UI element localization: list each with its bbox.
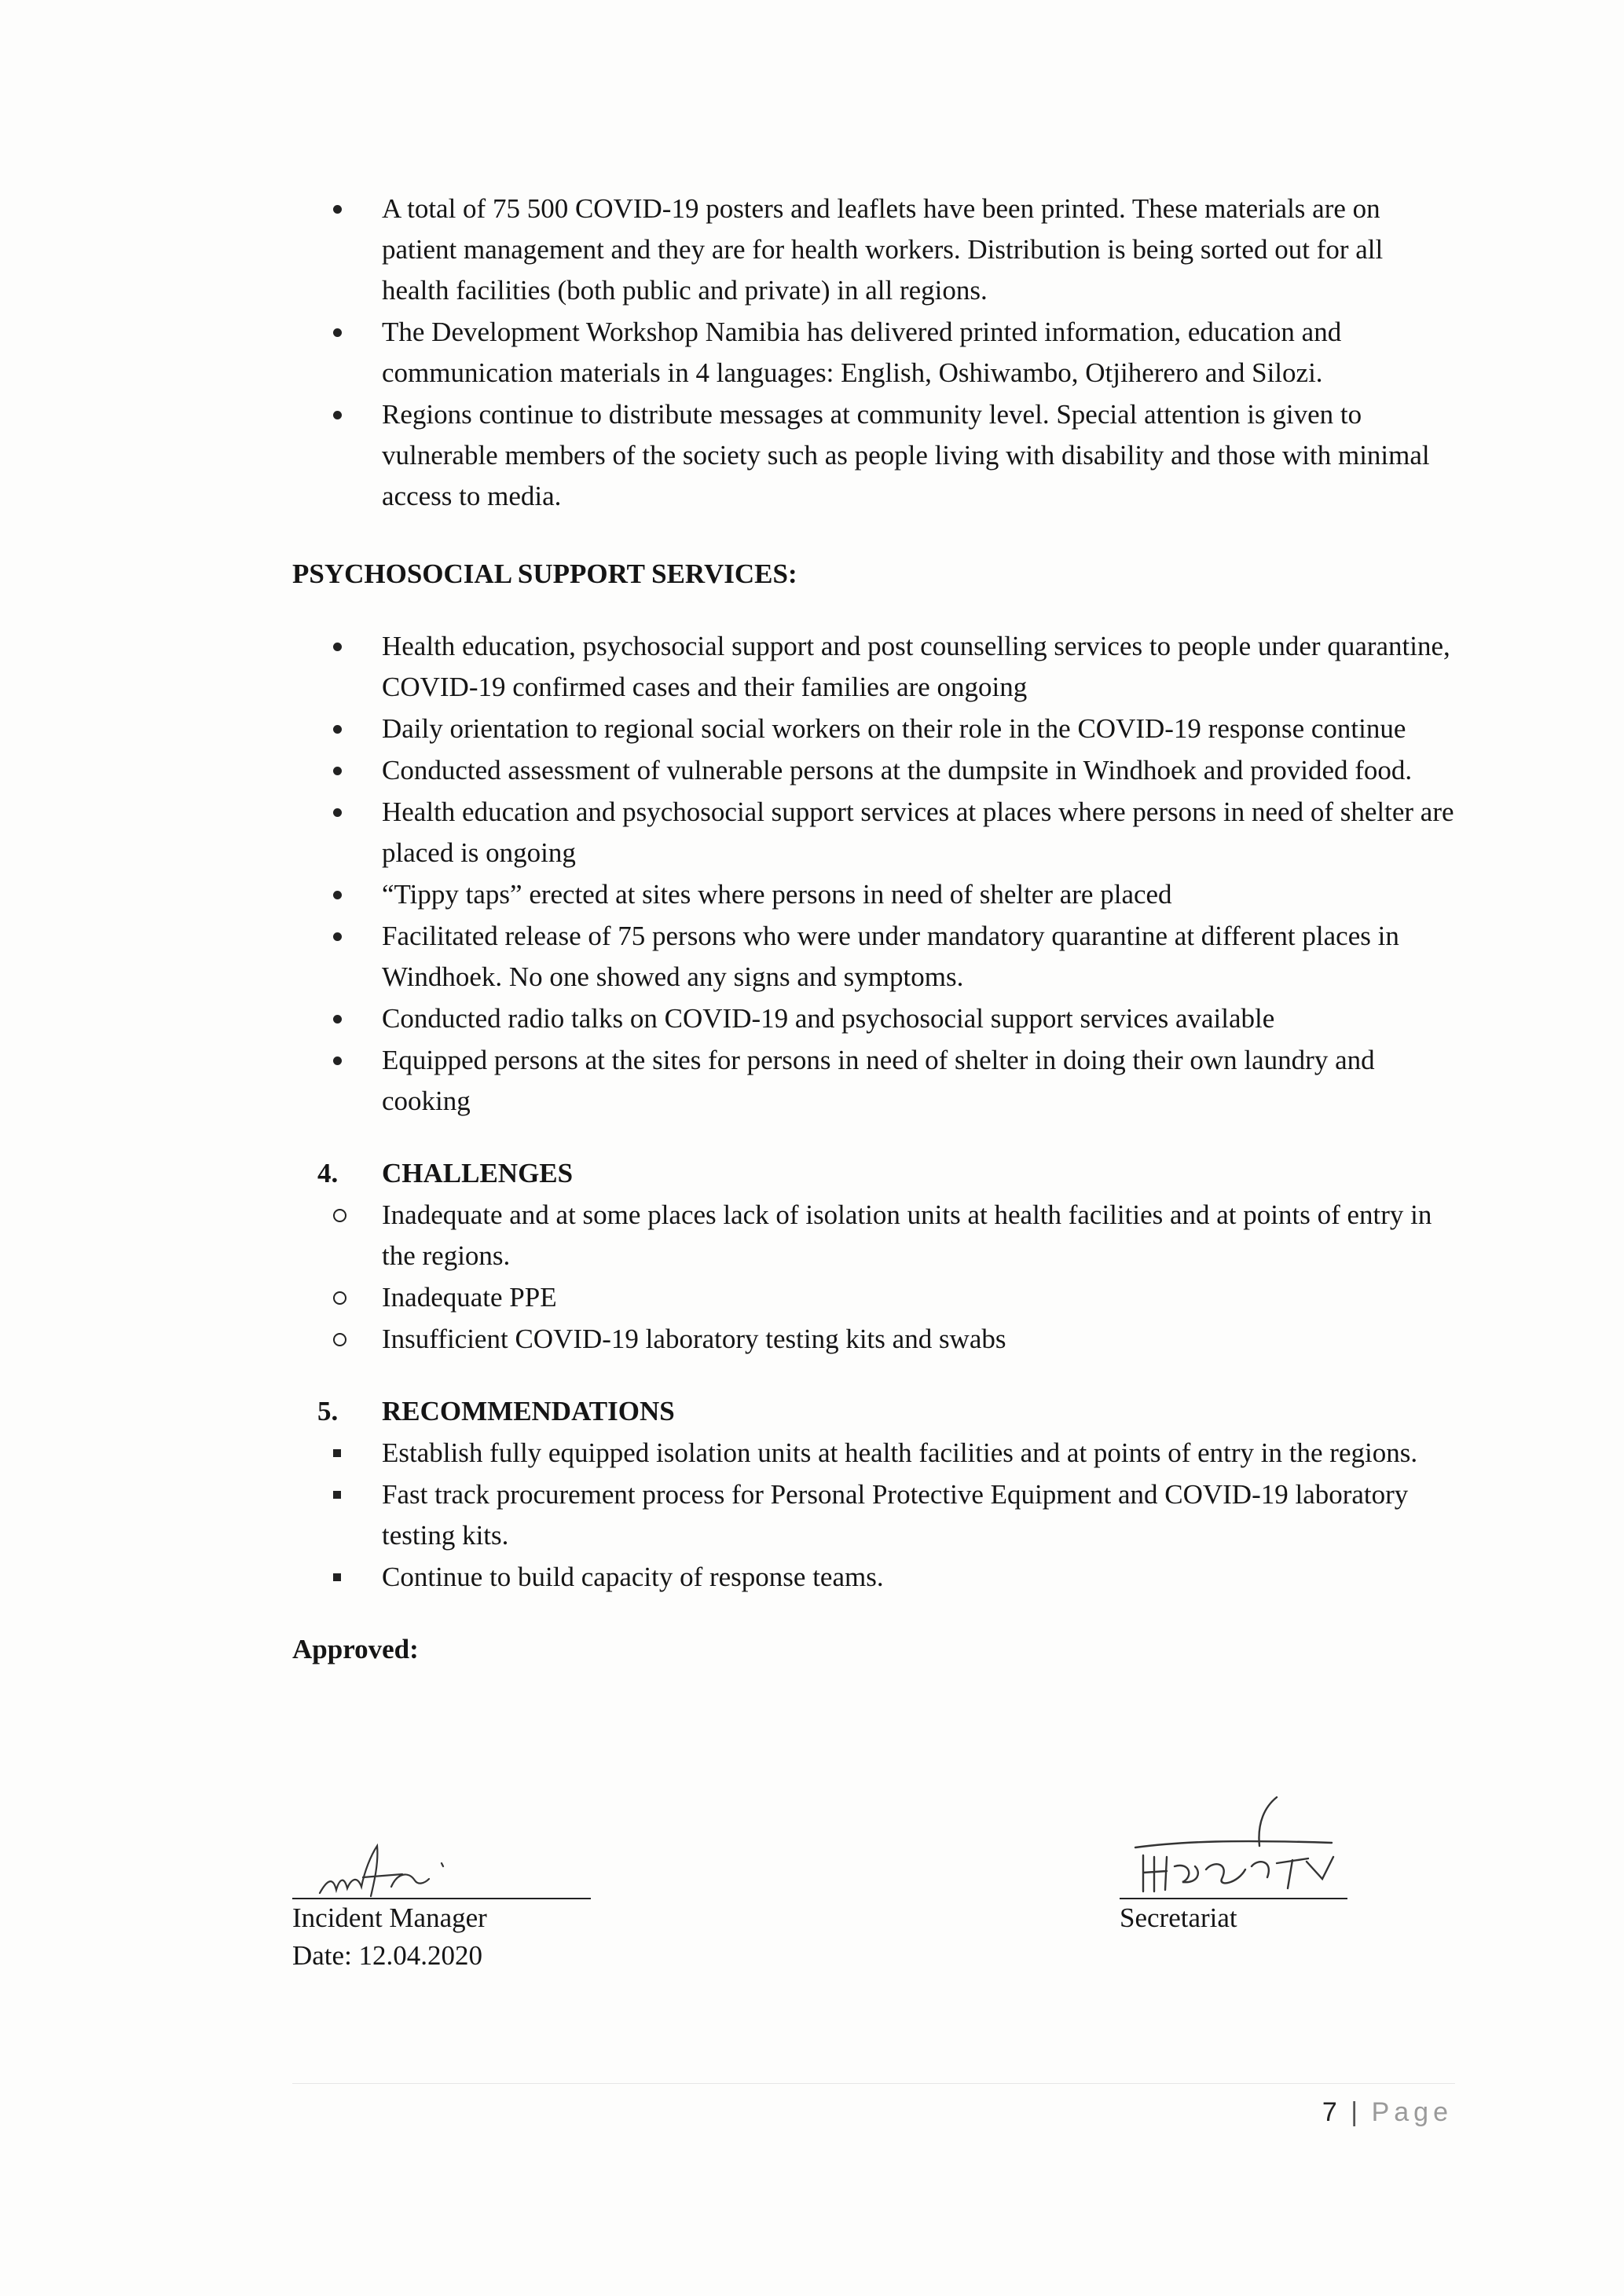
approval-date: Date: 12.04.2020: [292, 1940, 483, 1971]
page-number: 7 | Page: [1322, 2097, 1453, 2127]
list-item: Conducted radio talks on COVID-19 and psychosocial support services available: [292, 998, 1455, 1039]
list-item: Health education, psychosocial support and post counselling services to people under quarantine, COVID-19 confirmed cases and their families are ongoing: [292, 626, 1455, 708]
challenges-heading: 4. CHALLENGES: [317, 1158, 574, 1188]
list-item: Regions continue to distribute messages at community level. Special attention is given to vulnerable members of the society such as people living with disability and those with minimal access to media.: [292, 394, 1455, 517]
intro-list: [292, 189, 1455, 517]
psychosocial-list: [292, 626, 1455, 1122]
recommendations-heading: 5. RECOMMENDATIONS: [317, 1396, 675, 1426]
approved-label: Approved:: [292, 1634, 419, 1664]
bullet-circle-icon: [333, 1277, 365, 1318]
list-item: Establish fully equipped isolation units at health facilities and at points of entry in the regions.: [292, 1433, 1455, 1474]
bullet-dot-icon: [333, 792, 365, 833]
incident-manager-signature-block: [292, 1816, 591, 1975]
bullet-dot-icon: [333, 394, 365, 435]
bullet-circle-icon: [333, 1195, 365, 1236]
secretariat-signature-block: [1120, 1791, 1347, 1937]
list-item: Health education and psychosocial support services at places where persons in need of shelter are placed is ongoing: [292, 792, 1455, 873]
list-item: A total of 75 500 COVID-19 posters and leaflets have been printed. These materials are on patient management and they are for health workers. Distribution is being sorted out for all health facilities (both public and private) in all regions.: [292, 189, 1455, 311]
recommendations-section: [292, 1391, 1455, 1598]
list-item: The Development Workshop Namibia has delivered printed information, education and communication materials in 4 languages: English, Oshiwambo, Otjiherero and Silozi.: [292, 312, 1455, 394]
bullet-dot-icon: [333, 916, 365, 957]
list-item: “Tippy taps” erected at sites where persons in need of shelter are placed: [292, 874, 1455, 915]
challenges-section: [292, 1153, 1455, 1360]
secretariat-role: Secretariat: [1120, 1902, 1237, 1933]
bullet-dot-icon: [333, 1040, 365, 1081]
page-content: [292, 189, 1455, 1697]
bullet-square-icon: [333, 1433, 365, 1474]
bullet-dot-icon: [333, 874, 365, 915]
list-item: Daily orientation to regional social workers on their role in the COVID-19 response continue: [292, 709, 1455, 749]
handwritten-signature-icon: [316, 1840, 489, 1902]
list-item: Inadequate and at some places lack of isolation units at health facilities and at points of entry in the regions.: [292, 1195, 1455, 1276]
list-item: Equipped persons at the sites for persons in need of shelter in doing their own laundry and cooking: [292, 1040, 1455, 1122]
bullet-dot-icon: [333, 189, 365, 229]
footer-divider: [292, 2083, 1455, 2084]
list-item: Insufficient COVID-19 laboratory testing kits and swabs: [292, 1319, 1455, 1360]
list-item: Fast track procurement process for Personal Protective Equipment and COVID-19 laboratory testing kits.: [292, 1474, 1455, 1556]
list-item: Inadequate PPE: [292, 1277, 1455, 1318]
bullet-square-icon: [333, 1474, 365, 1515]
handwritten-signature-icon: [1120, 1791, 1347, 1898]
signature-line: [1120, 1791, 1347, 1899]
bullet-circle-icon: [333, 1319, 365, 1360]
challenges-list: [292, 1195, 1455, 1360]
signature-line: [292, 1816, 591, 1899]
incident-manager-role: Incident Manager: [292, 1902, 487, 1933]
bullet-dot-icon: [333, 750, 365, 791]
list-item: Continue to build capacity of response teams.: [292, 1557, 1455, 1598]
bullet-square-icon: [333, 1557, 365, 1598]
list-item: Facilitated release of 75 persons who were under mandatory quarantine at different places in Windhoek. No one showed any signs and symptoms.: [292, 916, 1455, 998]
bullet-dot-icon: [333, 626, 365, 667]
bullet-dot-icon: [333, 998, 365, 1039]
psychosocial-heading: PSYCHOSOCIAL SUPPORT SERVICES:: [292, 558, 797, 589]
recommendations-list: [292, 1433, 1455, 1598]
list-item: Conducted assessment of vulnerable persons at the dumpsite in Windhoek and provided food.: [292, 750, 1455, 791]
bullet-dot-icon: [333, 709, 365, 749]
bullet-dot-icon: [333, 312, 365, 353]
